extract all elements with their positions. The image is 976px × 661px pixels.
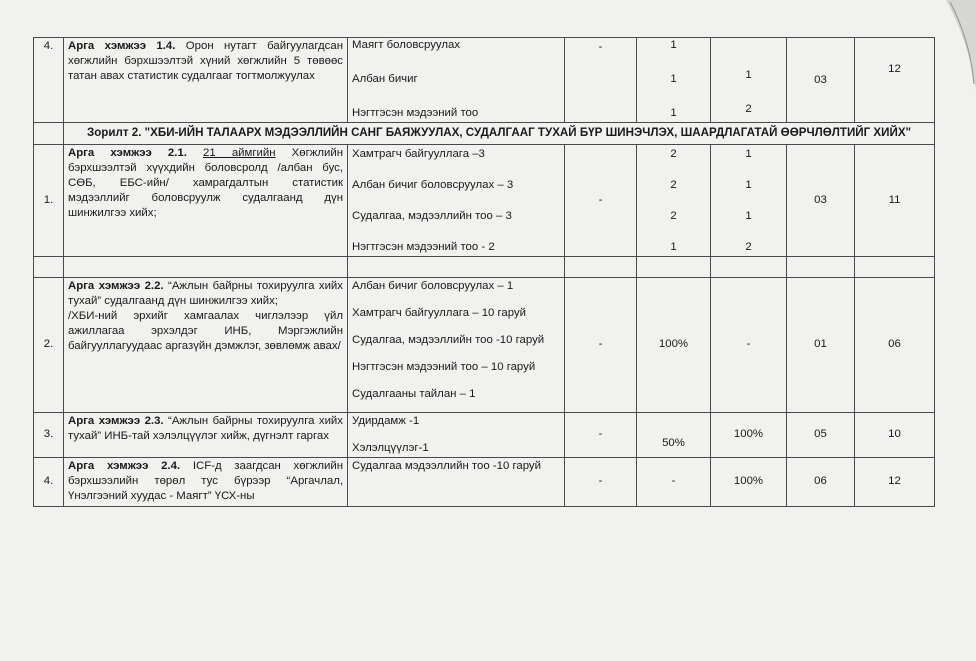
goal-title: Зорилт 2. "ХБИ-ИЙН ТАЛААРХ МЭДЭЭЛЛИЙН САНГ БАЯЖУУЛАХ, СУДАЛГААГ ТУХАЙ БҮР ШИНЭЧЛЭХ, ШААРДЛАГАТАЙ ӨӨРЧЛӨЛТИЙГ ХИЙХ" — [64, 123, 935, 144]
table-row — [34, 457, 935, 506]
indicator: Маягт боловсруулах — [352, 39, 461, 51]
table-row — [34, 38, 935, 123]
value: 2 — [670, 178, 677, 191]
table-row — [34, 277, 935, 412]
indicator: Удирдамж -1 — [352, 414, 420, 427]
activity-description — [64, 144, 348, 256]
value-col1: 50% — [637, 412, 711, 457]
value: 1 — [745, 209, 752, 222]
row-number: 1. — [34, 144, 64, 256]
activity-title: Арга хэмжээ 2.2. — [68, 279, 164, 292]
value: 1 — [745, 147, 752, 160]
activity-description — [64, 457, 348, 506]
activity-title: Арга хэмжээ 2.4. — [68, 459, 181, 472]
table-row — [34, 144, 935, 256]
indicator: Судалгааны тайлан – 1 — [352, 387, 476, 400]
activity-title: Арга хэмжээ 2.1. — [68, 146, 187, 159]
value-col4: 12 — [855, 38, 935, 123]
value-col1: - — [637, 457, 711, 506]
base-value: - — [565, 144, 637, 256]
base-value: - — [565, 412, 637, 457]
indicator-cell — [348, 457, 565, 506]
value-col1 — [637, 38, 711, 123]
indicator-cell — [348, 277, 565, 412]
value-col3: 03 — [787, 38, 855, 123]
value-col1 — [637, 144, 711, 256]
value-col3: 06 — [787, 457, 855, 506]
indicator: Албан бичиг — [352, 73, 418, 85]
value: 2 — [670, 209, 677, 222]
activity-title: Арга хэмжээ 1.4. — [68, 40, 176, 52]
value-col2 — [711, 38, 787, 123]
action-plan-table — [33, 37, 935, 507]
value: 2 — [670, 147, 677, 160]
indicator: Нэгтгэсэн мэдээний тоо - 2 — [352, 240, 495, 253]
value: 1 — [670, 73, 677, 85]
row-number: 3. — [34, 412, 64, 457]
activity-text: ICF-д заагдсан хөгжлийн бэрхшээлийн төрөл тус бүрээр “Аргачлал, Үнэлгээний хуудас - Маягт” ҮСХ-ны — [68, 459, 343, 502]
value-col4: 06 — [855, 277, 935, 412]
goal-row — [34, 123, 935, 144]
empty-row — [34, 256, 935, 277]
value-col3: 05 — [787, 412, 855, 457]
value-col4: 12 — [855, 457, 935, 506]
table-row — [34, 412, 935, 457]
activity-description — [64, 38, 348, 123]
indicator-cell — [348, 412, 565, 457]
activity-note: /ХБИ-ний эрхийг хамгаалах чиглэлээр үйл ажиллагаа эрхэлдэг ИНБ, Мэргэжлийн байгууллагуудаас аргазүйн дэмжлэг, зөвлөмж авах/ — [68, 309, 343, 352]
indicator: Судалгаа мэдээллийн тоо -10 гаруй — [352, 459, 541, 472]
activity-description — [64, 412, 348, 457]
activity-text: Хөгжлийн бэрхшээлтэй хүүхдийн боловсролд /албан бус, СӨБ, ЕБС-ийн/ хамрагдалтын статистик мэдээллийг боловсруулж судалгаанд дүн шинжилгээ хийх; — [68, 146, 344, 219]
row-number: 2. — [34, 277, 64, 412]
value-col2: 100% — [711, 412, 787, 457]
indicator-cell — [348, 38, 565, 123]
indicator: Хэлэлцүүлэг-1 — [352, 441, 429, 454]
row-number: 4. — [34, 38, 64, 123]
activity-underlined: 21 аймгийн — [203, 146, 276, 159]
activity-description — [64, 277, 348, 412]
goal-spacer — [34, 123, 64, 144]
value: 1 — [670, 107, 677, 119]
activity-title: Арга хэмжээ 2.3. — [68, 414, 164, 427]
indicator: Хамтрагч байгууллага –3 — [352, 147, 485, 160]
activity-text: “Ажлын байрны тохируулга хийх тухай” судалгаанд дүн шинжилгээ хийх; — [68, 279, 343, 307]
value-col4: 11 — [855, 144, 935, 256]
row-number: 4. — [34, 457, 64, 506]
value: 1 — [745, 69, 752, 81]
indicator: Нэгтгэсэн мэдээний тоо — [352, 107, 479, 119]
activity-text: “Ажлын байрны тохируулга хийх тухай” ИНБ-тай хэлэлцүүлэг хийж, дүгнэлт гаргах — [68, 414, 343, 442]
value: 2 — [745, 240, 752, 253]
value: 1 — [745, 178, 752, 191]
indicator: Нэгтгэсэн мэдээний тоо – 10 гаруй — [352, 360, 536, 373]
base-value: - — [565, 457, 637, 506]
indicator: Албан бичиг боловсруулах – 1 — [352, 279, 514, 292]
indicator: Судалгаа, мэдээллийн тоо – 3 — [352, 209, 512, 222]
indicator-cell — [348, 144, 565, 256]
value-col2: - — [711, 277, 787, 412]
activity-text: Орон нутагт байгуулагдсан хөгжлийн бэрхшээлтэй хүний хөгжлийн 5 төвөөс татан авах статистик судалгааг тогтмолжуулах — [68, 40, 343, 83]
value-col2 — [711, 144, 787, 256]
base-value: - — [565, 38, 637, 123]
indicator: Албан бичиг боловсруулах – 3 — [352, 178, 514, 191]
value: 1 — [670, 240, 677, 253]
base-value: - — [565, 277, 637, 412]
value-col1: 100% — [637, 277, 711, 412]
value-col4: 10 — [855, 412, 935, 457]
indicator: Судалгаа, мэдээллийн тоо -10 гаруй — [352, 333, 545, 346]
value-col3: 01 — [787, 277, 855, 412]
value: 2 — [745, 103, 752, 115]
value-col2: 100% — [711, 457, 787, 506]
indicator: Хамтрагч байгууллага – 10 гаруй — [352, 306, 527, 319]
value: 1 — [670, 39, 677, 51]
value-col3: 03 — [787, 144, 855, 256]
